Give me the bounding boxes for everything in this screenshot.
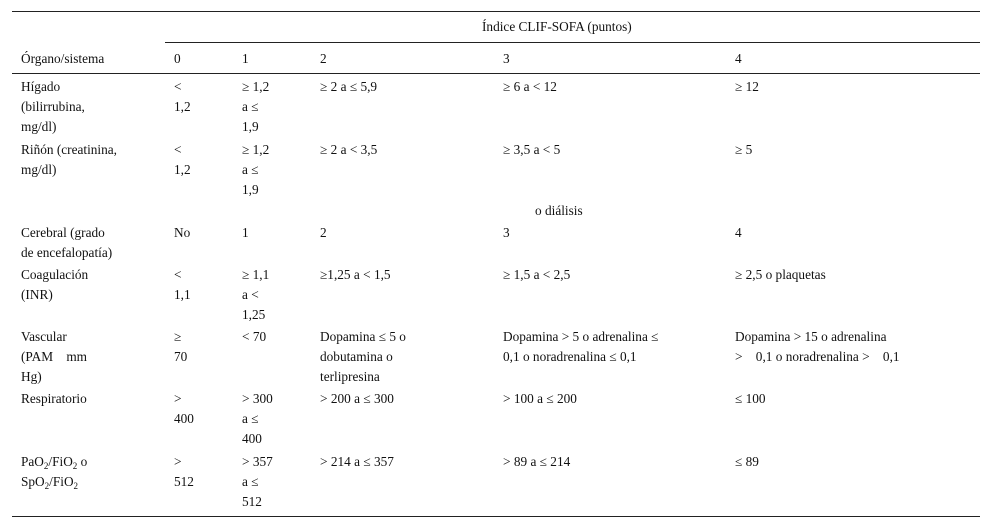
score-cell-3: ≥ 6 a < 12 <box>503 79 557 94</box>
score-cell-0: < 1,2 <box>174 142 191 177</box>
score-header-2: 2 <box>320 51 327 66</box>
group-header-rule <box>165 42 980 43</box>
score-cell-3: 3 <box>503 225 510 240</box>
score-cell-1: ≥ 1,2 a ≤ 1,9 <box>242 79 270 134</box>
score-cell-3: > 89 a ≤ 214 <box>503 454 571 469</box>
score-cell-2: > 214 a ≤ 357 <box>320 454 394 469</box>
score-cell-1: ≥ 1,2 a ≤ 1,9 <box>242 142 270 197</box>
score-cell-1: 1 <box>242 225 249 240</box>
group-header-title: Índice CLIF-SOFA (puntos) <box>482 19 632 34</box>
organ-cell: Riñón (creatinina, mg/dl) <box>21 142 117 177</box>
score-cell-4: ≥ 12 <box>735 79 759 94</box>
score-cell-0: < 1,1 <box>174 267 191 302</box>
score-cell-2: ≥ 2 a ≤ 5,9 <box>320 79 378 94</box>
score-cell-0: No <box>174 225 191 240</box>
score-cell-2: Dopamina ≤ 5 o dobutamina o terlipresina <box>320 329 406 384</box>
organ-cell <box>21 452 87 492</box>
header-bottom-rule <box>12 73 980 74</box>
score-cell-2: ≥ 2 a < 3,5 <box>320 142 378 157</box>
score-cell-4: 4 <box>735 225 742 240</box>
score-cell-3: > 100 a ≤ 200 <box>503 391 577 406</box>
organ-cell: Respiratorio <box>21 391 87 406</box>
score-cell-3: ≥ 1,5 a < 2,5 <box>503 267 571 282</box>
score-cell-0: < 1,2 <box>174 79 191 114</box>
bottom-rule <box>12 516 980 517</box>
score-header-3: 3 <box>503 51 510 66</box>
top-rule <box>12 11 980 12</box>
score-header-0: 0 <box>174 51 181 66</box>
score-cell-2: ≥1,25 a < 1,5 <box>320 267 391 282</box>
score-cell-4: Dopamina > 15 o adrenalina > 0,1 o noradrenalina > 0,1 <box>735 329 900 364</box>
score-cell-1: > 357 a ≤ 512 <box>242 454 273 509</box>
score-cell-1: < 70 <box>242 329 267 344</box>
score-cell-2: > 200 a ≤ 300 <box>320 391 394 406</box>
score-cell-1: ≥ 1,1 a < 1,25 <box>242 267 270 322</box>
organ-cell: Cerebral (grado de encefalopatía) <box>21 225 113 260</box>
score-cell-4: ≥ 2,5 o plaquetas <box>735 267 826 282</box>
dialysis-note: o diálisis <box>535 203 583 218</box>
score-cell-4: ≤ 100 <box>735 391 766 406</box>
organ-line-1: PaO$_2$/FiO$_2$ o <box>21 454 88 471</box>
organ-line-2: SpO$_2$/FiO$_2$ <box>21 474 79 491</box>
score-cell-3: Dopamina > 5 o adrenalina ≤ 0,1 o noradrenalina ≤ 0,1 <box>503 329 659 364</box>
organ-cell: Vascular (PAM mm Hg) <box>21 329 88 384</box>
score-cell-3: ≥ 3,5 a < 5 <box>503 142 561 157</box>
score-cell-2: 2 <box>320 225 327 240</box>
organ-cell: Hígado (bilirrubina, mg/dl) <box>21 79 85 134</box>
score-cell-0: > 512 <box>174 454 194 489</box>
score-cell-1: > 300 a ≤ 400 <box>242 391 273 446</box>
score-header-4: 4 <box>735 51 742 66</box>
score-header-1: 1 <box>242 51 249 66</box>
score-cell-4: ≤ 89 <box>735 454 759 469</box>
organ-column-header: Órgano/sistema <box>21 51 105 66</box>
score-cell-0: > 400 <box>174 391 194 426</box>
score-cell-4: ≥ 5 <box>735 142 753 157</box>
organ-cell: Coagulación (INR) <box>21 267 89 302</box>
score-cell-0: ≥ 70 <box>174 329 188 364</box>
